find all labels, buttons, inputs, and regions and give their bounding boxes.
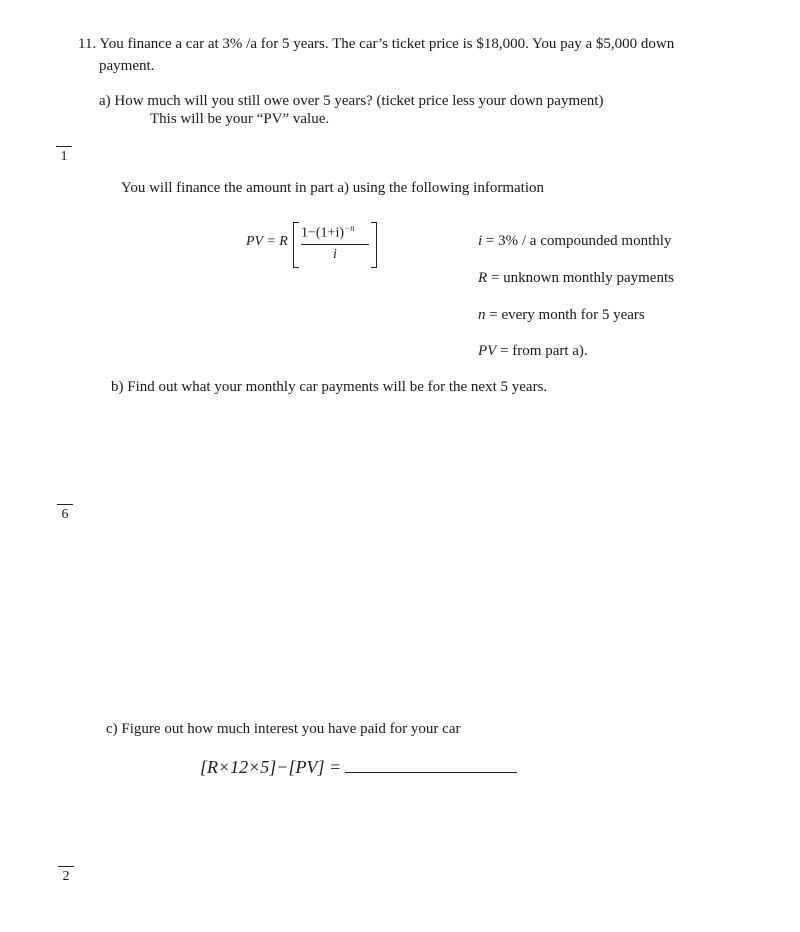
definition-PV: PV = from part a). — [478, 343, 588, 359]
answer-blank[interactable] — [345, 758, 517, 773]
definition-n: n = every month for 5 years — [478, 307, 645, 323]
part-a-question: a) How much will you still owe over 5 years? (ticket price less your down payment) — [99, 93, 604, 109]
part-c-formula: [R×12×5]−[PV] = — [200, 757, 342, 777]
formula-lhs: PV = R — [246, 234, 288, 249]
question-text: You finance a car at 3% /a for 5 years. The car’s ticket price is $18,000. You pay a $5,000 down — [99, 36, 675, 52]
mark-value: 6 — [61, 507, 69, 522]
question-number: 11. — [78, 36, 97, 52]
finance-intro: You will finance the amount in part a) using the following information — [121, 180, 544, 196]
mark-part-b — [57, 504, 73, 523]
definition-i: i = 3% / a compounded monthly — [478, 233, 672, 249]
part-b-question: b) Find out what your monthly car payments will be for the next 5 years. — [111, 379, 548, 395]
part-c-formula-line — [200, 757, 517, 778]
mark-bar — [58, 866, 74, 867]
question-stem-line2: payment. — [99, 58, 155, 74]
mark-bar — [56, 146, 72, 147]
fraction-bar — [301, 244, 369, 245]
formula-exponent: −n — [344, 223, 355, 233]
part-c-question: c) Figure out how much interest you have paid for your car — [106, 721, 461, 737]
formula-denominator: i — [333, 247, 337, 262]
mark-part-c — [58, 866, 74, 885]
formula-bracket — [293, 222, 377, 266]
mark-part-a — [56, 146, 72, 165]
part-a-note: This will be your “PV” value. — [150, 111, 330, 127]
mark-value: 1 — [60, 149, 68, 164]
formula-numerator: $1-(1+i)^{-n}$ — [301, 223, 355, 241]
mark-bar — [57, 504, 73, 505]
definition-R: R = unknown monthly payments — [478, 270, 674, 286]
mark-value: 2 — [62, 869, 70, 884]
question-stem-line1 — [78, 36, 674, 53]
